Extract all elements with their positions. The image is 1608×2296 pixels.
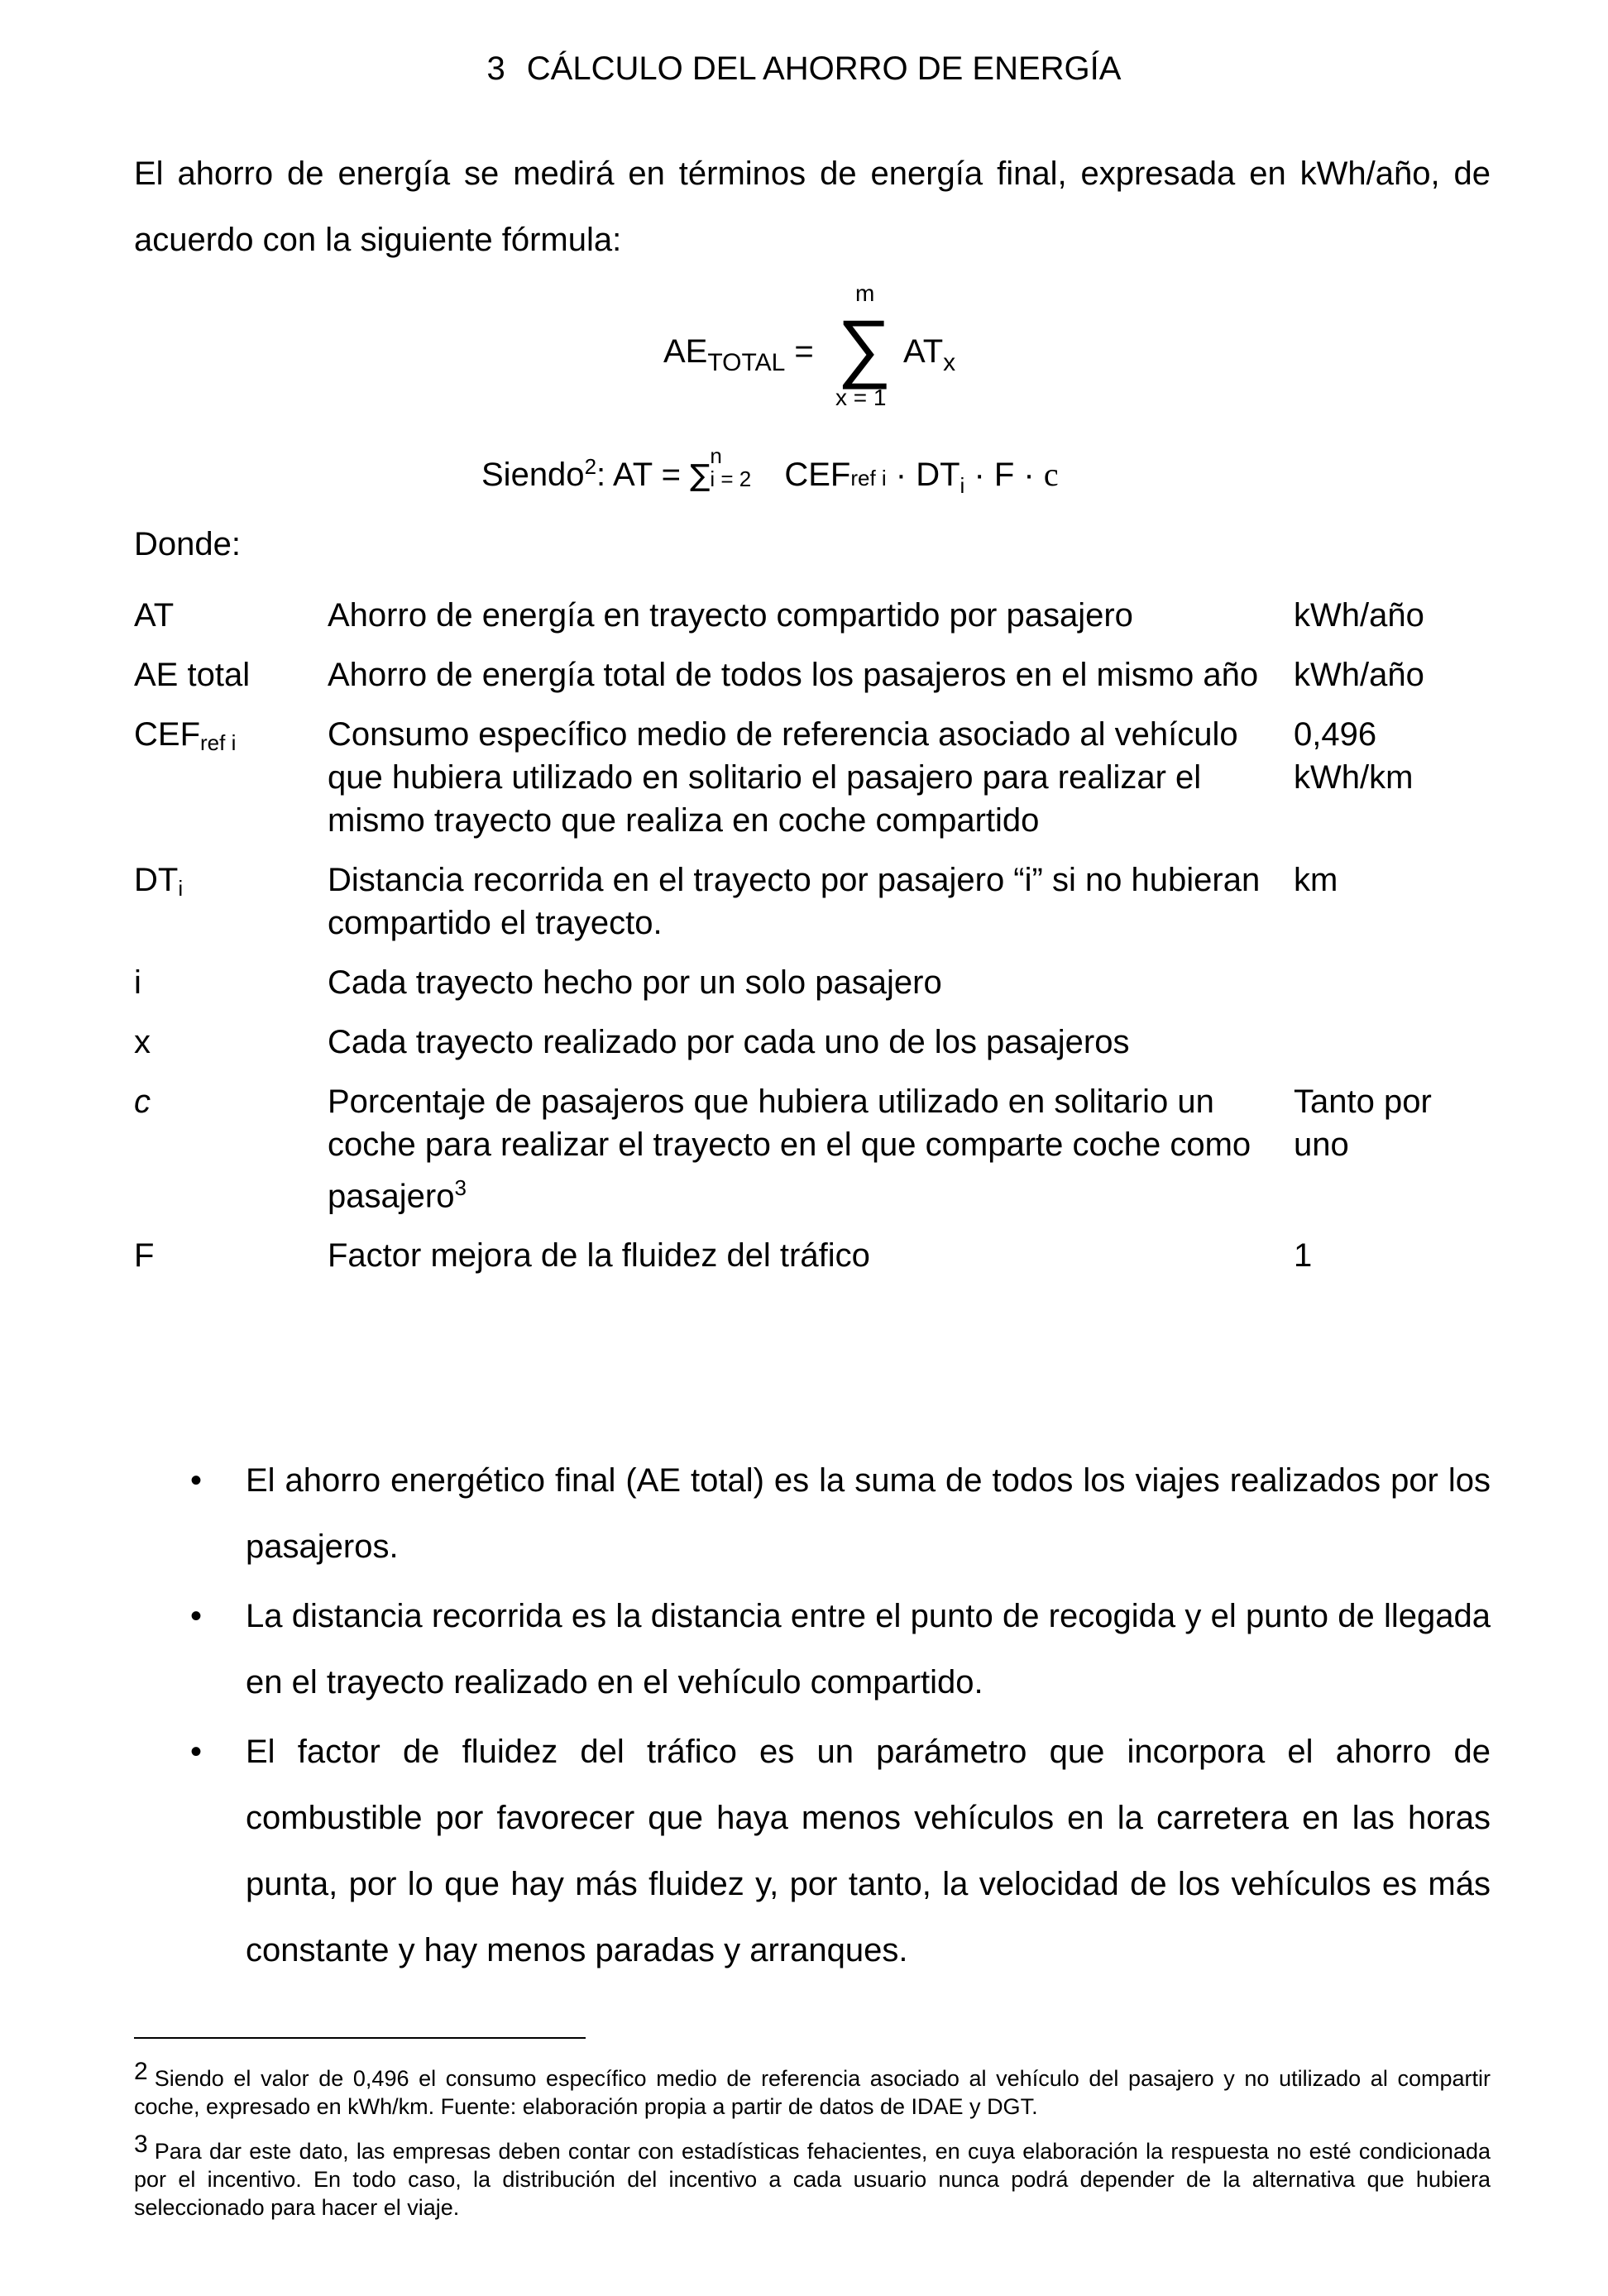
definition-unit — [1294, 1021, 1491, 1064]
bullet-text: El ahorro energético final (AE total) es la suma de todos los viajes realizados por los pasajeros. — [246, 1462, 1491, 1565]
at-c: c — [1043, 456, 1059, 493]
formula-lhs-base: AE — [663, 333, 708, 370]
footnote-number: 3 — [134, 2131, 148, 2158]
at-sum-limits — [710, 443, 784, 491]
definition-description: Ahorro de energía en trayecto compartido por pasajero — [328, 597, 1133, 634]
at-formula-lhs: : AT = — [596, 457, 691, 493]
definition-description: Cada trayecto hecho por un solo pasajero — [328, 964, 942, 1001]
footnote-number: 2 — [134, 2058, 148, 2085]
section-number: 3 — [486, 50, 505, 87]
definition-unit: Tanto por uno — [1294, 1083, 1432, 1163]
intro-paragraph: El ahorro de energía se medirá en términos de energía final, expresada en kWh/año, de acuerdo con la siguiente fórmula: — [134, 155, 1491, 258]
bullet-text: La distancia recorrida es la distancia entre el punto de recogida y el punto de llegada en el trayecto realizado en el vehículo compartido. — [246, 1598, 1491, 1700]
at-sum-upper: n — [710, 443, 722, 468]
definition-symbol: x — [134, 1024, 151, 1060]
definition-row — [134, 859, 1491, 945]
definition-row — [134, 713, 1491, 842]
bullet-marker: • — [190, 1462, 203, 1499]
formula-rhs-sub: x — [943, 349, 956, 376]
bullet-text: El factor de fluidez del tráfico es un parámetro que incorpora el ahorro de combustible por favorecer que haya menos vehículos en la carretera en las horas punta, por lo que hay más fluidez y, por tanto, la velocidad de los vehículos es más constante y hay menos paradas y arranques. — [246, 1734, 1491, 1968]
definition-description: Consumo específico medio de referencia asociado al vehículo que hubiera utilizado en solitario el pasajero para realizar el mismo trayecto que realiza en coche compartido — [328, 716, 1238, 839]
definition-description: Factor mejora de la fluidez del tráfico — [328, 1237, 870, 1275]
definition-description: Porcentaje de pasajeros que hubiera utilizado en solitario un coche para realizar el trayecto en el que comparte coche como pasajero$^3$ — [328, 1083, 1251, 1215]
section-title: CÁLCULO DEL AHORRO DE ENERGÍA — [526, 50, 1122, 87]
definition-symbol: $CEF_{ref i}$ — [134, 716, 237, 755]
footnote-separator — [134, 2037, 586, 2039]
sum-lower-limit: x = 1 — [835, 385, 887, 410]
definition-row — [134, 961, 1491, 1004]
definition-symbol: $DT_i$ — [134, 862, 184, 901]
bullet-marker: • — [190, 1734, 203, 1770]
list-item — [0, 1447, 1608, 1580]
definition-symbol: AT — [134, 597, 175, 634]
at-formula-label: Siendo — [481, 457, 585, 493]
footnotes — [134, 2058, 1491, 2231]
at-formula — [481, 443, 1059, 509]
at-sum-symbol: ∑ — [690, 459, 711, 493]
definition-symbol: i — [134, 964, 141, 1001]
formula-lhs-sub: TOTAL — [707, 349, 786, 376]
formula-lhs — [663, 331, 814, 384]
definition-symbol: F — [134, 1237, 155, 1275]
list-item — [0, 1719, 1608, 1983]
at-cef: CEF — [784, 457, 851, 493]
definition-unit — [1294, 961, 1491, 1004]
definition-unit: km — [1294, 862, 1338, 898]
formula-rhs-base: AT — [903, 333, 944, 370]
definition-description: Ahorro de energía total de todos los pasajeros en el mismo año — [328, 657, 1259, 693]
sum-symbol: ∑ — [837, 303, 892, 391]
at-f: · F · — [964, 457, 1044, 493]
footnote — [134, 2131, 1491, 2222]
definition-row — [134, 1234, 1491, 1277]
footnote — [134, 2058, 1491, 2121]
formula-equals: = — [794, 333, 814, 370]
definition-unit: kWh/año — [1294, 597, 1424, 634]
definition-description: Distancia recorrida en el trayecto por pasajero “i” si no hubieran compartido el trayecto. — [328, 862, 1261, 941]
bullet-marker: • — [190, 1598, 203, 1634]
definition-row — [134, 1080, 1491, 1217]
section-heading — [0, 48, 1608, 89]
definitions-table — [134, 594, 1491, 1294]
footnote-text: Para dar este dato, las empresas deben contar con estadísticas fehacientes, en cuya elaboración la respuesta no esté condicionada por el incentivo. En todo caso, la distribución del incentivo a cada usuario nunca podrá depender de la alternativa que hubiera seleccionado para hacer el viaje. — [134, 2139, 1491, 2220]
definition-row — [134, 594, 1491, 637]
footnote-text: Siendo el valor de 0,496 el consumo específico medio de referencia asociado al vehículo del pasajero y no utilizado al compartir coche, expresado en kWh/km. Fuente: elaboración propia a partir de datos de IDAE y DGT. — [134, 2066, 1491, 2119]
at-dt-sub: i — [960, 473, 965, 498]
bullet-list — [0, 1447, 1608, 1987]
at-dt: · DT — [886, 457, 960, 493]
list-item — [0, 1583, 1608, 1715]
footnote-ref-2: 2 — [584, 454, 597, 479]
definition-unit: kWh/año — [1294, 657, 1424, 693]
definition-unit: 1 — [1294, 1237, 1313, 1275]
at-cef-sub: ref i — [850, 466, 887, 490]
main-formula — [0, 281, 1608, 414]
definition-symbol: AE total — [134, 657, 251, 693]
donde-label: Donde: — [134, 526, 241, 562]
definition-row — [134, 1021, 1491, 1064]
definition-symbol: c — [134, 1083, 151, 1120]
sum-upper-limit: m — [855, 280, 875, 306]
formula-rhs — [903, 331, 955, 384]
definition-unit: 0,496 kWh/km — [1294, 716, 1414, 796]
definition-description: Cada trayecto realizado por cada uno de los pasajeros — [328, 1024, 1130, 1060]
at-sum-lower: i = 2 — [710, 466, 752, 491]
footnote-ref-3: 3 — [454, 1175, 467, 1200]
definition-row — [134, 653, 1491, 696]
